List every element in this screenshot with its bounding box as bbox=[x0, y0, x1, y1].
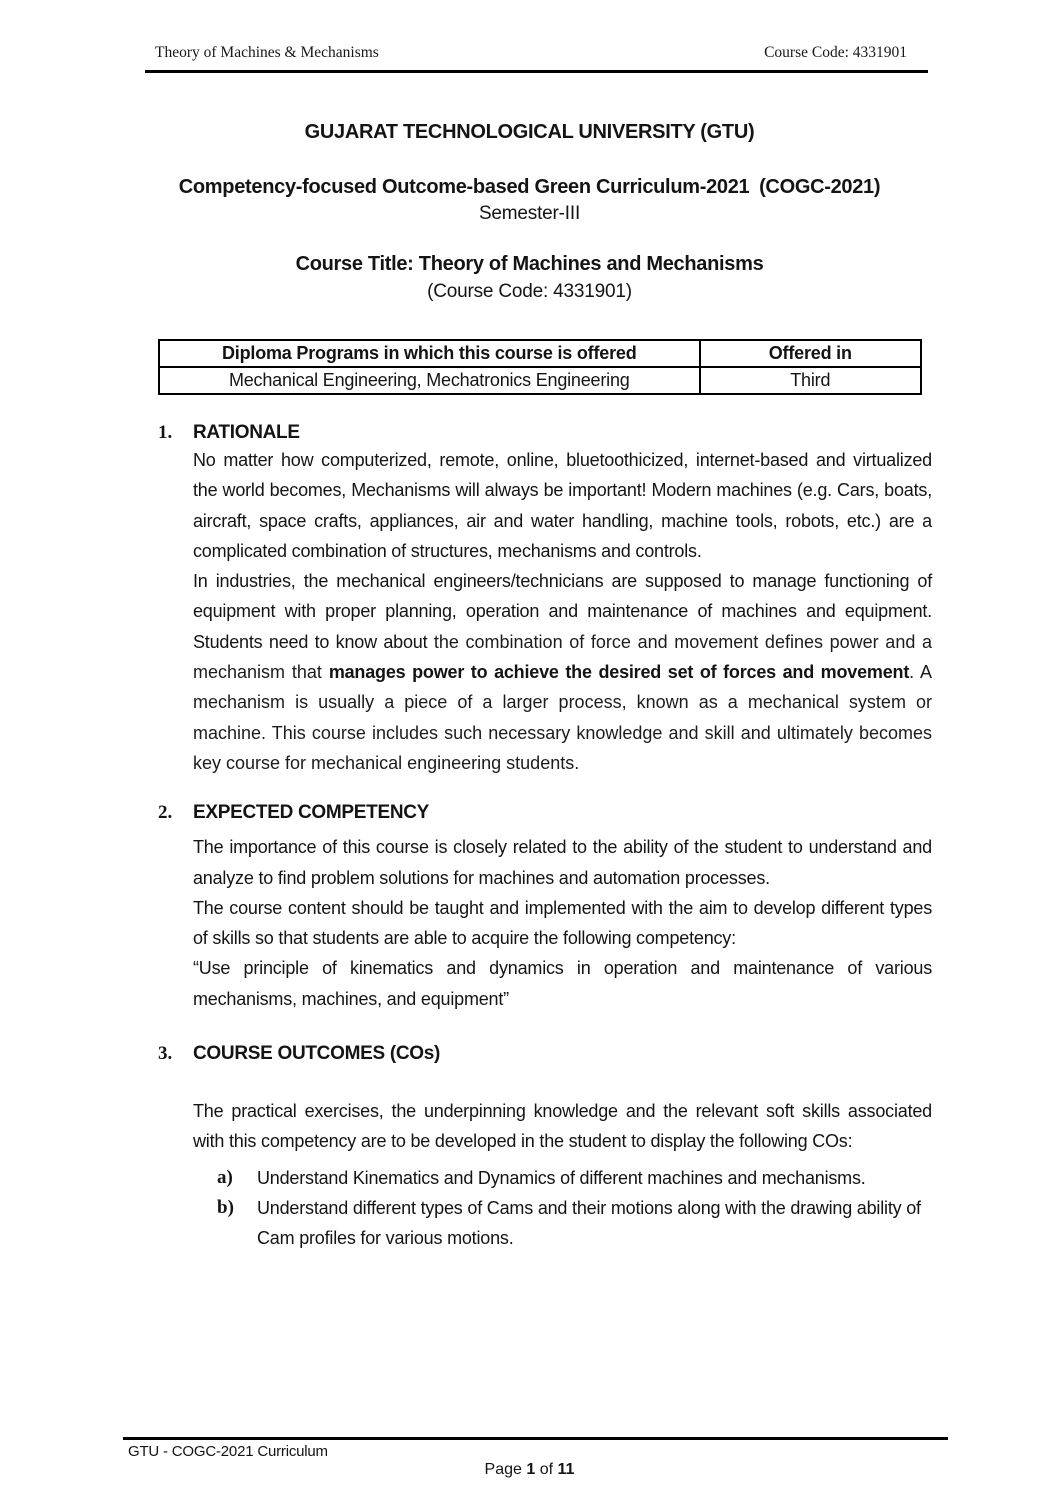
table-header-row bbox=[159, 340, 921, 367]
of-word: of bbox=[539, 1461, 554, 1478]
section-number: 1. bbox=[158, 422, 173, 443]
column-header-offered-in: Offered in bbox=[700, 340, 921, 367]
header-course-name: Theory of Machines & Mechanisms bbox=[155, 44, 379, 61]
footer-curriculum-label: GTU - COGC-2021 Curriculum bbox=[128, 1443, 328, 1460]
section-title: COURSE OUTCOMES (COs) bbox=[193, 1043, 441, 1065]
page-total: 11 bbox=[557, 1461, 575, 1478]
list-item-text: Understand Kinematics and Dynamics of different machines and mechanisms. bbox=[257, 1167, 866, 1188]
text-run: the combination of force and movement defines power and a mechanism that bbox=[193, 631, 933, 683]
column-header-programs: Diploma Programs in which this course is offered bbox=[159, 340, 700, 367]
list-item-label: a) bbox=[217, 1166, 233, 1188]
paragraph bbox=[193, 445, 932, 566]
header-course-code: Course Code: 4331901 bbox=[764, 44, 907, 61]
paragraph bbox=[193, 1096, 932, 1157]
page-word: Page bbox=[484, 1461, 522, 1478]
section bbox=[158, 802, 932, 1014]
paragraph bbox=[193, 893, 932, 954]
section-number: 3. bbox=[158, 1043, 173, 1065]
text-run: The importance of this course is closely related to the ability of the student to understand and analyze to find problem solutions for machines and automation processes. bbox=[193, 837, 932, 888]
section-title: EXPECTED COMPETENCY bbox=[193, 802, 430, 824]
table-row bbox=[159, 367, 921, 394]
paragraph bbox=[193, 832, 932, 893]
semester-label: Semester-III bbox=[478, 203, 581, 224]
section-heading bbox=[158, 422, 932, 444]
sections-container bbox=[158, 422, 932, 1254]
paragraph bbox=[193, 953, 932, 1014]
section-heading bbox=[158, 802, 932, 824]
diploma-programs-table bbox=[158, 339, 922, 395]
cell-offered-in: Third bbox=[700, 367, 921, 394]
page-indicator bbox=[0, 1461, 1059, 1478]
text-run: In industries, the mechanical engineers/technicians are supposed to manage functioning of equipment with proper planning, operation and maintenance of machines and equipment. Students need to know about bbox=[193, 571, 932, 652]
text-run: The practical exercises, the underpinning knowledge and the relevant soft skills associated with this competency are to be developed in the student to display the following COs: bbox=[193, 1101, 932, 1152]
text-run: No matter how computerized, remote, online, bluetoothicized, internet-based and virtualized the world becomes, Mechanisms will always be important! Modern machines (e.g. Cars, boats, aircraft, space crafts, appliances, air and water handling, machine tools, robots, etc.) are a complicated combination of structures, mechanisms and controls. bbox=[193, 450, 932, 561]
section-body bbox=[193, 445, 932, 778]
list-item bbox=[193, 1163, 932, 1193]
section-title: RATIONALE bbox=[193, 422, 300, 443]
section bbox=[158, 1043, 932, 1253]
list-item bbox=[193, 1193, 932, 1254]
list-item-label: b) bbox=[217, 1196, 234, 1218]
section-number: 2. bbox=[158, 802, 173, 824]
course-code: (Course Code: 4331901) bbox=[427, 281, 632, 302]
page-number: 1 bbox=[526, 1461, 536, 1478]
text-run: The course content should be taught and implemented with the aim to develop different types of skills so that students are able to acquire the following competency: bbox=[193, 897, 932, 949]
course-outcomes-list bbox=[193, 1163, 932, 1254]
text-run: “Use principle of kinematics and dynamics in operation and maintenance of various mechanisms, machines, and equipment” bbox=[193, 958, 932, 1009]
section-body bbox=[193, 832, 932, 1014]
cell-programs: Mechanical Engineering, Mechatronics Engineering bbox=[159, 367, 700, 394]
section-body bbox=[193, 1096, 932, 1253]
course-title: Course Title: Theory of Machines and Mechanisms bbox=[295, 253, 764, 275]
paragraph bbox=[193, 566, 932, 778]
text-run: . A mechanism is usually a piece of a larger process, known as a mechanical system or machine. This course includes such necessary knowledge and skill and ultimately becomes key course for mechanical engineering students. bbox=[193, 662, 932, 773]
list-item-text: Understand different types of Cams and their motions along with the drawing ability of Cam profiles for various motions. bbox=[257, 1197, 921, 1249]
curriculum-title: Competency-focused Outcome-based Green Curriculum-2021 (COGC-2021) bbox=[178, 176, 881, 198]
footer-rule bbox=[123, 1437, 948, 1440]
section bbox=[158, 422, 932, 778]
section-heading bbox=[158, 1043, 932, 1065]
text-run: manages power to achieve the desired set of forces and movement bbox=[328, 662, 910, 683]
university-title: GUJARAT TECHNOLOGICAL UNIVERSITY (GTU) bbox=[304, 121, 755, 143]
